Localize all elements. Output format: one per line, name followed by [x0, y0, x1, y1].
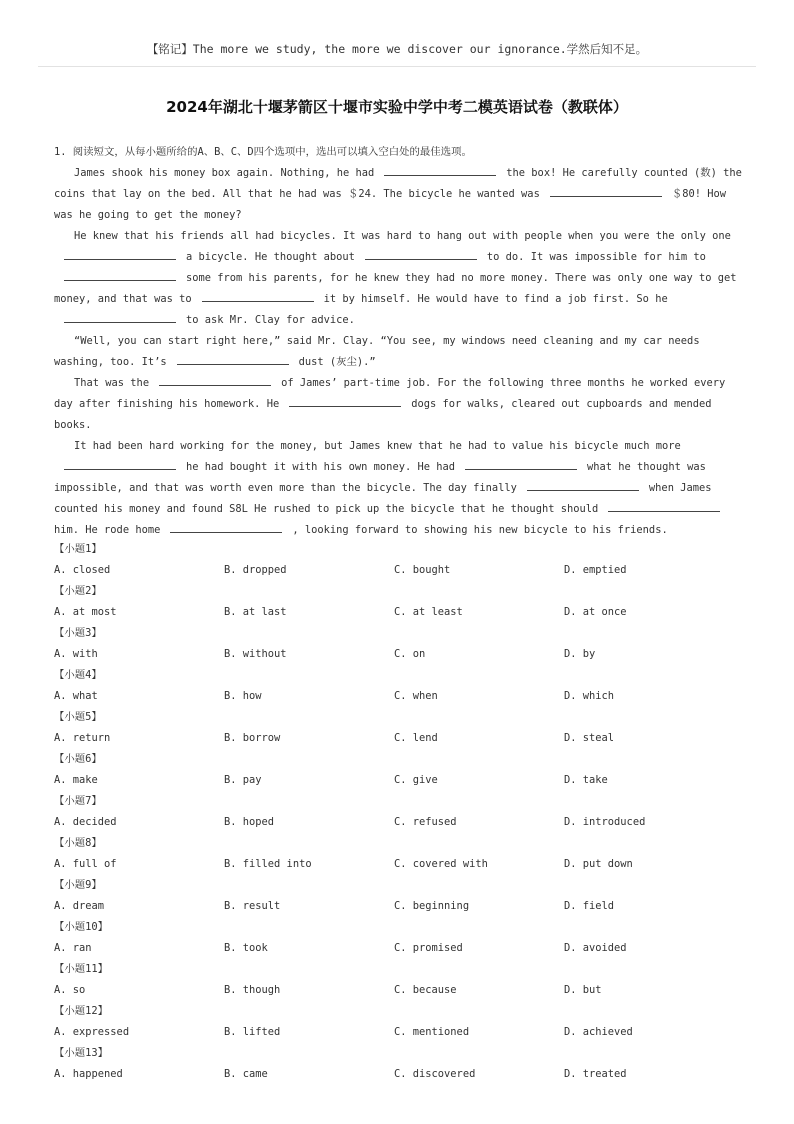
paragraph-2 [54, 226, 744, 331]
question-label: 【小题7】 [54, 795, 102, 807]
option-d[interactable]: D. field [564, 900, 615, 912]
option-b[interactable]: B. though [224, 984, 281, 996]
passage-text: It had been hard working for the money, but James knew that he had to value his bicycle much more [74, 440, 681, 452]
question-label: 【小题13】 [54, 1047, 109, 1059]
blank-11 [64, 457, 176, 470]
option-c[interactable]: C. beginning [394, 900, 470, 912]
option-b[interactable]: B. lifted [224, 1026, 281, 1038]
option-row [54, 854, 754, 875]
paragraph-1 [54, 163, 744, 226]
page-title: 2024年湖北十堰茅箭区十堰市实验中学中考二模英语试卷（教联体） [166, 98, 628, 116]
option-row [54, 770, 754, 791]
passage-text: He knew that his friends all had bicycles. It was hard to hang out with people when you were the only one [74, 230, 731, 242]
passage-text: of James’ part-time job. For the following three months he worked every day after finishing his homework. He [54, 377, 726, 410]
option-b[interactable]: B. borrow [224, 732, 281, 744]
option-d[interactable]: D. take [564, 774, 608, 786]
reading-passage [54, 142, 744, 541]
option-a[interactable]: A. ran [54, 942, 92, 954]
passage-text: to do. It was impossible for him to [486, 251, 706, 263]
passage-text: him. He rode home [54, 524, 161, 536]
option-row [54, 812, 754, 833]
option-c[interactable]: C. promised [394, 942, 463, 954]
option-a[interactable]: A. dream [54, 900, 105, 912]
option-a[interactable]: A. what [54, 690, 98, 702]
option-d[interactable]: D. by [564, 648, 596, 660]
option-a[interactable]: A. closed [54, 564, 111, 576]
option-a[interactable]: A. so [54, 984, 86, 996]
option-c[interactable]: C. give [394, 774, 438, 786]
instruction: 1. 阅读短文，从每小题所给的A、B、C、D四个选项中，选出可以填入空白处的最佳选项。 [54, 146, 472, 158]
passage-text: That was the [74, 377, 150, 389]
passage-text: he had bought it with his own money. He had [186, 461, 455, 473]
option-a[interactable]: A. with [54, 648, 98, 660]
passage-text: ＄80! How was he going to get the money? [54, 188, 727, 221]
option-row [54, 1022, 754, 1043]
option-row [54, 1064, 754, 1085]
passage-text: “Well, you can start right here,” said Mr. Clay. “You see, my windows need cleaning and my car needs washing, too. It’s [54, 335, 700, 368]
passage-text: some from his parents, for he knew they had no more money. There was only one way to get money, and that was to [54, 272, 737, 305]
option-c[interactable]: C. on [394, 648, 426, 660]
option-b[interactable]: B. came [224, 1068, 268, 1080]
option-row [54, 896, 754, 917]
option-a[interactable]: A. full of [54, 858, 117, 870]
option-d[interactable]: D. achieved [564, 1026, 633, 1038]
option-b[interactable]: B. pay [224, 774, 262, 786]
blank-5 [64, 268, 176, 281]
passage-text: what he thought was impossible, and that was worth even more than the bicycle. The day finally [54, 461, 706, 494]
option-row [54, 644, 754, 665]
option-b[interactable]: B. dropped [224, 564, 287, 576]
option-c[interactable]: C. discovered [394, 1068, 476, 1080]
option-b[interactable]: B. result [224, 900, 281, 912]
question-label: 【小题6】 [54, 753, 102, 765]
option-row [54, 560, 754, 581]
blank-10 [289, 394, 401, 407]
option-b[interactable]: B. filled into [224, 858, 312, 870]
option-d[interactable]: D. avoided [564, 942, 627, 954]
blank-9 [159, 373, 271, 386]
blank-2 [550, 184, 662, 197]
option-d[interactable]: D. but [564, 984, 602, 996]
option-a[interactable]: A. at most [54, 606, 117, 618]
question-label: 【小题2】 [54, 585, 102, 597]
blank-1 [384, 163, 496, 176]
question-label: 【小题12】 [54, 1005, 109, 1017]
option-row [54, 728, 754, 749]
option-d[interactable]: D. treated [564, 1068, 627, 1080]
option-a[interactable]: A. decided [54, 816, 117, 828]
option-d[interactable]: D. emptied [564, 564, 627, 576]
header-motto: 【铭记】The more we study, the more we discover our ignorance.学然后知不足。 [146, 42, 648, 56]
option-a[interactable]: A. make [54, 774, 98, 786]
option-a[interactable]: A. return [54, 732, 111, 744]
blank-8 [177, 352, 289, 365]
passage-text: , looking forward to showing his new bicycle to his friends. [292, 524, 668, 536]
passage-text: James shook his money box again. Nothing, he had [74, 167, 375, 179]
blank-13 [527, 478, 639, 491]
passage-text: the box! He carefully counted (数) the coins that lay on the bed. All that he had was ＄24. The bicycle he wanted was [54, 167, 742, 200]
option-c[interactable]: C. refused [394, 816, 457, 828]
blank-7 [64, 310, 176, 323]
option-row [54, 686, 754, 707]
paragraph-4 [54, 373, 744, 436]
question-label: 【小题1】 [54, 543, 102, 555]
option-c[interactable]: C. bought [394, 564, 451, 576]
blank-15 [170, 520, 282, 533]
option-a[interactable]: A. expressed [54, 1026, 130, 1038]
option-d[interactable]: D. steal [564, 732, 615, 744]
passage-text: when James counted his money and found S8L He rushed to pick up the bicycle that he thought should [54, 482, 712, 515]
question-list [54, 539, 754, 1085]
passage-text: to ask Mr. Clay for advice. [186, 314, 355, 326]
option-a[interactable]: A. happened [54, 1068, 123, 1080]
option-c[interactable]: C. when [394, 690, 438, 702]
passage-text: dogs for walks, cleared out cupboards and mended books. [54, 398, 712, 431]
header-divider [38, 66, 756, 67]
option-b[interactable]: B. hoped [224, 816, 275, 828]
question-label: 【小题4】 [54, 669, 102, 681]
blank-4 [365, 247, 477, 260]
option-d[interactable]: D. which [564, 690, 615, 702]
question-label: 【小题11】 [54, 963, 109, 975]
option-b[interactable]: B. without [224, 648, 287, 660]
option-c[interactable]: C. covered with [394, 858, 488, 870]
option-c[interactable]: C. at least [394, 606, 463, 618]
option-b[interactable]: B. how [224, 690, 262, 702]
paragraph-5 [54, 436, 744, 541]
blank-12 [465, 457, 577, 470]
option-d[interactable]: D. put down [564, 858, 633, 870]
passage-text: dust (灰尘).” [298, 356, 376, 368]
question-label: 【小题10】 [54, 921, 109, 933]
option-b[interactable]: B. at last [224, 606, 287, 618]
passage-text: it by himself. He would have to find a job first. So he [323, 293, 668, 305]
option-c[interactable]: C. mentioned [394, 1026, 470, 1038]
question-label: 【小题5】 [54, 711, 102, 723]
option-c[interactable]: C. lend [394, 732, 438, 744]
blank-14 [608, 499, 720, 512]
option-b[interactable]: B. took [224, 942, 268, 954]
option-row [54, 938, 754, 959]
blank-6 [202, 289, 314, 302]
question-label: 【小题9】 [54, 879, 102, 891]
passage-text: a bicycle. He thought about [186, 251, 355, 263]
paragraph-3 [54, 331, 744, 373]
blank-3 [64, 247, 176, 260]
question-label: 【小题3】 [54, 627, 102, 639]
option-c[interactable]: C. because [394, 984, 457, 996]
question-label: 【小题8】 [54, 837, 102, 849]
option-d[interactable]: D. at once [564, 606, 627, 618]
option-d[interactable]: D. introduced [564, 816, 646, 828]
option-row [54, 602, 754, 623]
option-row [54, 980, 754, 1001]
